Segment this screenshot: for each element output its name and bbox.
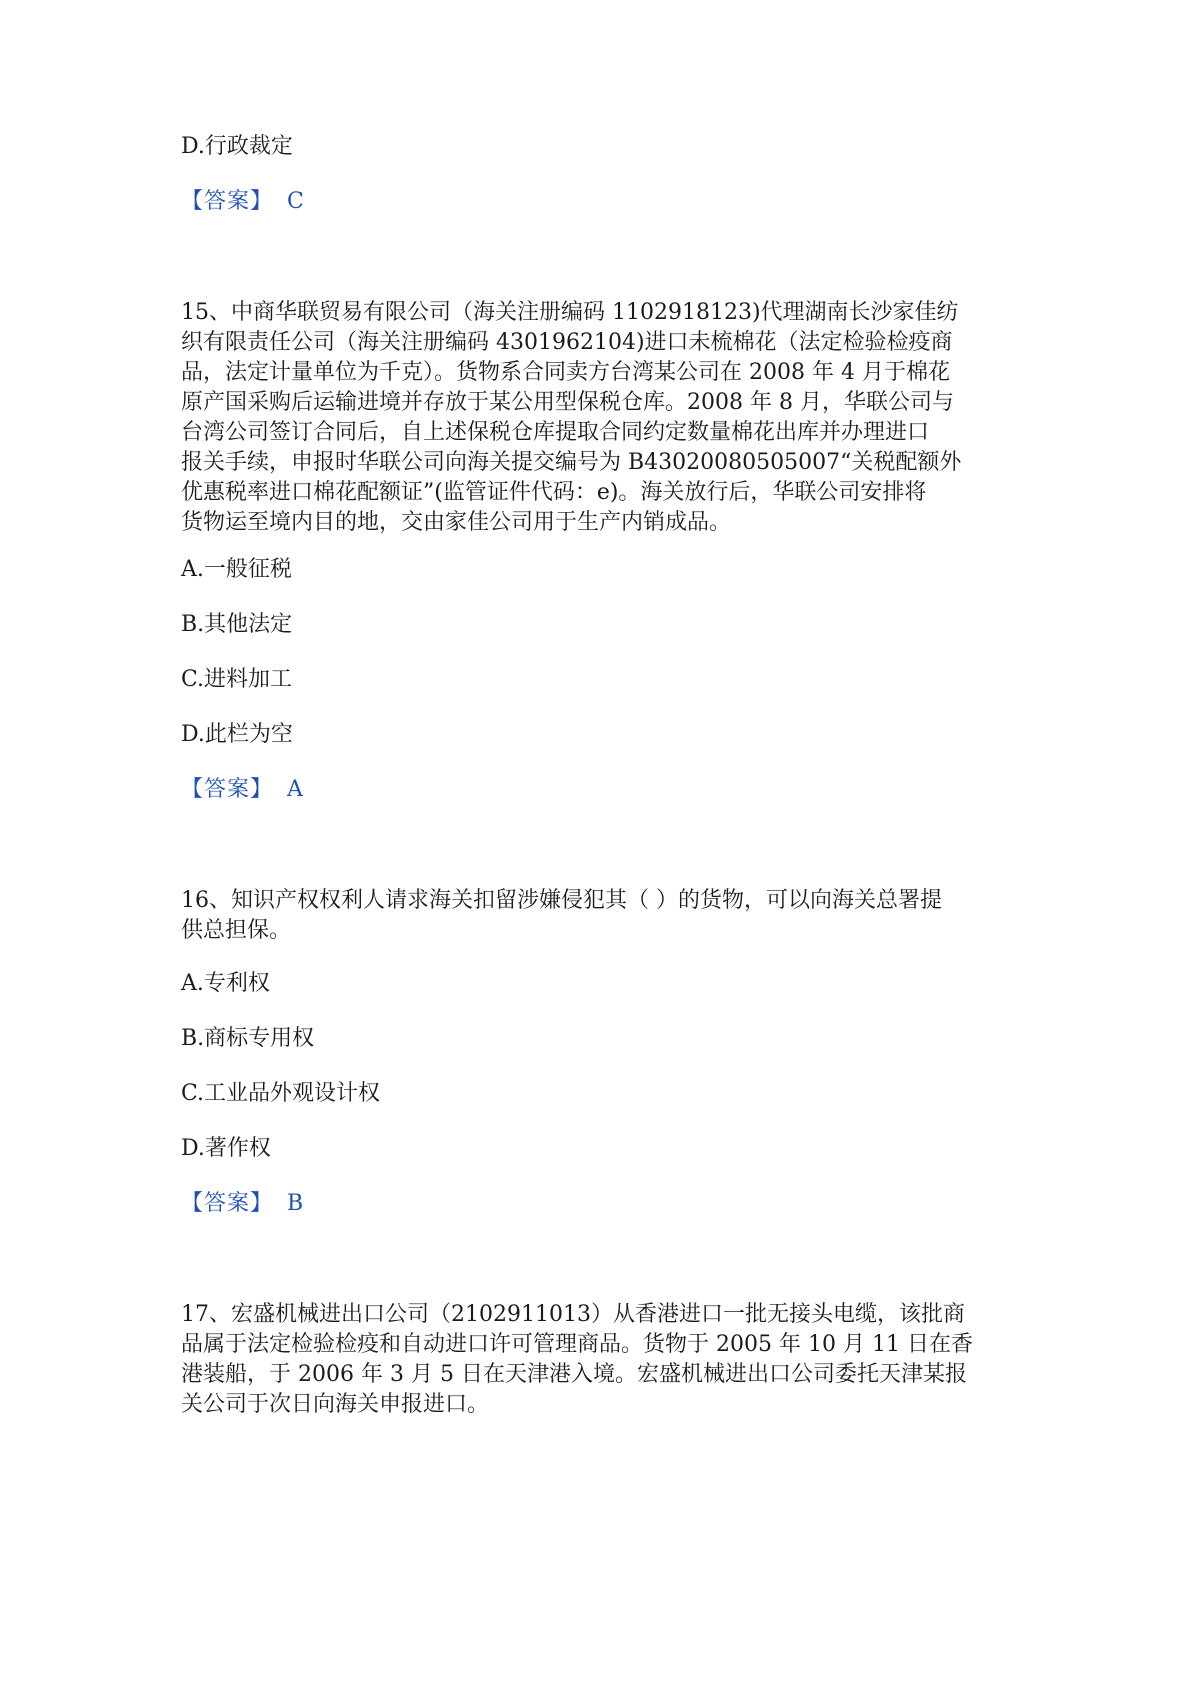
q16-answer-value: B [287, 1191, 304, 1216]
q17-stem-line: 关公司于次日向海关申报进口。 [181, 1392, 490, 1417]
q15-stem [181, 298, 1016, 538]
q15-option-d: D.此栏为空 [181, 722, 293, 747]
q15-answer-label: 【答案】 [181, 777, 274, 802]
q17-stem-line: 17、宏盛机械进出口公司（2102911013）从香港进口一批无接头电缆，该批商 [181, 1302, 965, 1327]
q17-stem-line: 港装船，于 2006 年 3 月 5 日在天津港入境。宏盛机械进出口公司委托天津某报 [181, 1362, 967, 1387]
q15-stem-line: 优惠税率进口棉花配额证”(监管证件代码：e)。海关放行后，华联公司安排将 [181, 480, 927, 505]
q14-option-d: D.行政裁定 [181, 134, 293, 159]
q16-option-b: B.商标专用权 [181, 1026, 315, 1051]
q17-stem [181, 1300, 1016, 1420]
q17-stem-line: 品属于法定检验检疫和自动进口许可管理商品。货物于 2005 年 10 月 11 日在香 [181, 1332, 973, 1357]
q15-stem-line: 货物运至境内目的地，交由家佳公司用于生产内销成品。 [181, 510, 732, 535]
q15-stem-line: 报关手续，申报时华联公司向海关提交编号为 B43020080505007“关税配额外 [181, 450, 962, 475]
q15-stem-line: 品，法定计量单位为千克）。货物系合同卖方台湾某公司在 2008 年 4 月于棉花 [181, 360, 950, 385]
q16-option-c: C.工业品外观设计权 [181, 1081, 381, 1106]
q14-answer-value: C [287, 189, 304, 214]
q16-stem [181, 886, 1016, 946]
q15-option-b: B.其他法定 [181, 612, 293, 637]
q16-answer [181, 1189, 303, 1219]
q14-answer-label: 【答案】 [181, 189, 274, 214]
q15-option-c: C.进料加工 [181, 667, 293, 692]
q15-stem-line: 15、中商华联贸易有限公司（海关注册编码 1102918123)代理湖南长沙家佳纺 [181, 300, 959, 325]
q15-stem-line: 台湾公司签订合同后，自上述保税仓库提取合同约定数量棉花出库并办理进口 [181, 420, 930, 445]
q15-stem-line: 织有限责任公司（海关注册编码 4301962104)进口未梳棉花（法定检验检疫商 [181, 330, 953, 355]
q15-answer-value: A [287, 777, 303, 802]
q15-option-a: A.一般征税 [181, 557, 292, 582]
q16-stem-line: 16、知识产权权利人请求海关扣留涉嫌侵犯其（ ）的货物，可以向海关总署提 [181, 888, 942, 913]
q14-answer [181, 187, 304, 217]
q15-answer [181, 775, 303, 805]
q16-answer-label: 【答案】 [181, 1191, 274, 1216]
q16-option-d: D.著作权 [181, 1136, 271, 1161]
q16-stem-line: 供总担保。 [181, 918, 292, 943]
q15-stem-line: 原产国采购后运输进境并存放于某公用型保税仓库。2008 年 8 月，华联公司与 [181, 390, 954, 415]
q16-option-a: A.专利权 [181, 971, 270, 996]
